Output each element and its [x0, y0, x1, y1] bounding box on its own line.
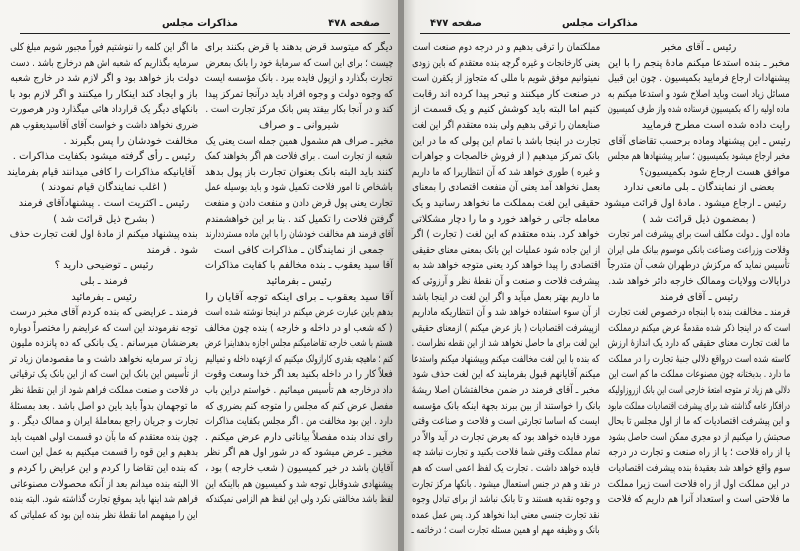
text-line: وفلاحت وزراعت وصناعت بانکی موسوم ببانک ملی ایران: [608, 244, 790, 256]
text-line: توجه نفرمودند این است که عرایضم را مختصراً دوباره: [10, 322, 198, 334]
text-line: باشخاص تا امور فلاحت تکمیل شود و باید بوسیله عمل: [205, 182, 393, 194]
text-line: آقای فرمند هم مخالفت خودشان را با این ماده مسترددارند: [205, 229, 393, 241]
text-line: کاسته شده است درواقع دلالی جنبهٔ تجارت را در مملکت: [608, 353, 790, 365]
text-line: مورد فایده خواهد بود که بعرض تجارت در آید والاّ در: [412, 431, 600, 443]
text-line: که وجوه دولت و وجوه افراد باید درآنجا تمرکز پیدا: [205, 88, 393, 100]
text-line: بنده پیشنهاد میکنم از مادهٔ اول لغت تجارت حذف: [10, 229, 198, 241]
text-line: ما داریم بهتر بعمل میآید و اگر این لغت در اینجا باشد: [412, 291, 600, 303]
text-line: تجارت بگذارد و ازپول فایده ببرد . بانک مؤسسه ایست: [205, 73, 393, 85]
text-line: سوم واقع خواهد شد بعقیدهٔ بنده پیشرفت اقتصادیات: [608, 463, 790, 475]
text-line: بعمل نخواهد آمد یعنی آن منفعت اقتصادی را بمعنای: [412, 182, 600, 194]
text-line: سرمایه بگذاریم که شعبه اش هم درخارج باشد . دست: [10, 57, 198, 69]
text-line: موافق هست ارجاع شود بکمیسیون؟: [639, 166, 790, 178]
text-line: میکنم آقایانهم قبول بفرمایند که این لغت حذف شود: [412, 369, 600, 381]
text-line: هستم با شعب خارجه تقاضامیکنم مجلس اجازه بدهداینرا عرض: [205, 338, 393, 350]
running-title: مذاکرات مجلس: [561, 18, 638, 29]
text-line: خواهد کرد. بنده معتقدم که این لغت ( تجارت ) اگر: [412, 229, 600, 241]
book-gutter: [398, 0, 404, 551]
page-477: [400, 0, 800, 551]
text-line: تأسیس نماید که مرکزش درطهران شعب آن متدرجاً: [608, 260, 790, 272]
text-line: ما دارد . بدبختانه چون مصنوعات مملکت ما کم است این: [608, 369, 790, 381]
speaker-line: رئیس ـ بفرمائید: [71, 291, 137, 303]
text-line: تجارت در اینجا باشد با تمام این پولی که ما در این: [412, 135, 600, 147]
text-line: در این مملکت اول از راه فلاحت است زیرا مملکت: [608, 478, 790, 490]
text-line: که بنده با این لغت مخالفت میکنم وپیشنهاد میکنم واستدعا: [412, 353, 600, 365]
text-line: تمام مملکت وقتی شما فلاحت بکنید و تجارت نباشد چه: [412, 447, 600, 459]
text-line: کنند باید البته بانک بعنوان تجارت باز پول بدهد: [205, 166, 393, 178]
text-line: ما فلاحتی است و استعداد آنرا هم داریم که فلاحت: [608, 494, 790, 506]
text-line: تجارت یعنی پول قرض دادن و منفعت دادن و منفعت: [205, 197, 393, 209]
text-line: فرمند ـ عرایضی که بنده کردم آقای مخبر درست: [10, 307, 198, 319]
text-line: الا البته بنده میدانم بعد از آنکه محصولات مصنوعاتی: [10, 478, 198, 490]
text-line: این را میفهمم اما نقطهٔ نظر بنده این بود که عملیاتی که: [10, 509, 198, 521]
text-line: این لغت برای ما حاصل نخواهد شد از این نقطه نظراست .: [412, 338, 600, 350]
text-line: آقا سید یعقوب ـ بنده مخالفم با کفایت مذاکرات: [205, 260, 393, 272]
text-line: که بنده این تقاضا را کردم و این عرایض را کردم و: [10, 463, 198, 475]
text-line: یا از راه فلاحت ؛ یا از راه صنعت و تجارت در درجه: [608, 447, 790, 459]
text-line: صحبتش را میکنیم از دو مجری ممکن است حاصل بشود: [608, 431, 790, 443]
speaker-line: فرمند ـ بلی: [80, 275, 128, 287]
speaker-line: آقایانیکه مذاکرات را کافی میدانند قیام بفرمایند: [7, 166, 196, 178]
text-line: از آن سوء استفاده خواهد شد و آن انتظاریکه ماداریم: [412, 307, 600, 319]
text-line: دارد . این بود مخالفت من . اگر مجلس بکفایت مذاکرات: [205, 416, 393, 428]
text-line: مخبر ـ آقای فرمند در ضمن مخالفتشان اصلا ریشهٔ: [412, 385, 600, 397]
text-line: تجارت و جریان راجع بمعاملهٔ ایران و ممالک دیگر . و: [10, 416, 198, 428]
text-line: رئیس ـ این پیشنهاد وماده برحسب تقاضای آقای: [608, 135, 790, 147]
text-line: چون بنده معتقدم که ما بآن دو قسمت اولی اهمیت باید: [10, 431, 198, 443]
text-line: از این جاده شود عملیات این بانک بمعنی معنای حقیقی: [412, 244, 600, 256]
text-line: است که در اینجا ذکر شده مقدمةً عرض میکنم درمملکت: [608, 322, 790, 334]
page-number: صفحه ۴۷۷: [430, 18, 482, 29]
text-line: ماده اولیه را که بکمیسیون فرستاده شده واز طرف کمیسیون: [608, 104, 790, 116]
text-line: رای نداد بنده مفصلاً بیاناتی دارم عرض میکنم .: [205, 431, 393, 443]
text-line: ( که شعب او در داخله و خارجه ) بنده چون مخالف: [205, 322, 393, 334]
text-line: مخبر ارجاع میشود بکمیسیون ؛ سایر پیشنهادها هم مجلس: [608, 151, 790, 163]
text-line: از تأسیس این بانک این است که از این بانک یک ترقیاتی: [10, 369, 198, 381]
speaker-line: رئیس ـ اکثریت است . پیشنهادآقای فرمند: [18, 197, 190, 209]
text-line: پیشرفت فلاحت و صنعت و آن نقطهٔ نظر و آرزوئی که: [412, 275, 600, 287]
header-rule: [420, 33, 790, 34]
speaker-line: رئیس ـ بفرمائید: [266, 275, 332, 287]
text-line: مملکتمان را ترقی بدهیم و در درجه دوم صنعت است: [412, 42, 600, 53]
running-title: مذاکرات مجلس: [161, 18, 238, 29]
page-number: صفحه ۴۷۸: [328, 18, 380, 29]
text-line: مخبر ـ صراف هم مشمول همین جمله است یعنی یک: [205, 135, 393, 147]
speaker-line: بعضی از نمایندگان ـ بلی مانعی ندارد: [623, 182, 775, 194]
text-line: فراهم شد اینها باید بموقع تجارت گذاشته شود. البته بنده: [10, 494, 198, 506]
text-line: ما توجهمان بدواً باید باین دو اصل باشد . بعد بمسئلهٔ: [10, 400, 198, 412]
text-line: در صنعت کار میکنند و تبحر پیدا کرده اند رقابت: [412, 88, 600, 100]
speaker-line: رئیس ـ آقای فرمند: [659, 291, 739, 303]
text-line: فعلاً کار را در داخله بکنید بعد اگر خدا وسعت وقوت: [205, 369, 393, 381]
text-line: دلالی هم زیاد تر متوجه امتعهٔ خارجی است این بانک ازروزاولیکه: [608, 385, 790, 397]
text-line: پیشنهادات ارجاع فرمایید بکمیسیون . چون این قبیل: [608, 73, 790, 85]
column-right: [205, 40, 393, 508]
text-line: مخبر ـ عرض میشود که در شور اول هم اگر نظر: [205, 447, 393, 459]
text-line: شود . فرمند: [146, 244, 198, 256]
header-rule: [20, 33, 390, 34]
text-line: صنایعمان را ترقی بدهیم ولی بنده معتقدم اگر این لغت: [412, 119, 600, 131]
text-line: در فلاحت و صنعت مملکت فراهم شود از این نقطهٔ نظر: [10, 385, 198, 397]
text-line: ماده اول ـ دولت مکلف است برای پیشرفت امر تجارت: [608, 229, 790, 241]
text-line: فایده خواهد داشت . تجارت یک لفظ اعمی است که هم: [412, 463, 600, 475]
text-line: و این پیشرفت اقتصادیات که ما از اول مجلس تا بحال: [608, 416, 790, 428]
column-left: [7, 40, 198, 523]
text-line: و وجوه نقدیه هستند و تا بانک نباشد از برای تبادل وجوه: [412, 494, 600, 506]
speaker-line: ( بشرح ذیل قرائت شد ): [53, 213, 155, 225]
text-line: اقتصادی را پیدا خواهد کرد یعنی متوجه خواهد شد به: [412, 260, 600, 272]
text-line: کنیم اما البته باید کوشش کنیم و یک قسمت از: [412, 104, 600, 116]
column-right: [603, 40, 790, 508]
text-line: در نقد و هم در جنس استعمال میشود . بانکها مرکز تجارت: [412, 478, 600, 490]
text-line: گرفتن فلاحت را تکمیل کند . بنا بر این خواهشمندم: [205, 213, 393, 225]
text-line: داد درخارجه هم تأسیس میمائیم . خواستم دراین باب: [205, 385, 393, 397]
speaker-line: شیروانی ـ و صراف: [258, 119, 340, 131]
text-line: بانک و وظیفه مهم او همین مسئله تجارت است ؛ درخاتمه ـ: [412, 525, 600, 537]
text-line: شعبه از تجارت است . برای فلاحت هم اگر بخواهند کمک: [205, 151, 393, 163]
speaker-line: رئیس ـ آقای مخبر: [661, 42, 737, 53]
text-line: بانکهای دیگر یک قرارداد هائی میگذارد ودر هرصورت: [10, 104, 198, 116]
text-line: باز و ایجاد کند اینکار را میکنند و اگر لازم بود با: [10, 88, 198, 100]
text-line: درایالات وولایات وممالک خارجه دائر خواهد شد.: [608, 275, 790, 287]
text-line: فرمند ـ مخالفت بنده با ابنجاه درخصوص لغت تجارت: [608, 307, 790, 319]
text-line: معامله جاتی ر خواهد خورد و ما را دچار مشکلاتی: [412, 213, 600, 225]
text-line: درافکار عامه گذاشته شد برای پیشرفت اقتصادیات مملکت مابود: [608, 400, 790, 412]
text-line: یعنی کارخانجات و غیره گرچه بنده معتقدم که باین زودی: [412, 57, 600, 69]
text-line: مخالفت خودشان را پس بگیرند .: [63, 135, 198, 147]
text-line: دولت باز خواهد بود و اگر لازم شد در خارج شعبه: [10, 73, 198, 85]
text-line: آقایان باشد در خیر کمیسیون ( شعب خارجه ) بود ،: [205, 463, 393, 475]
speaker-line: ( بمضمون ذیل قرائت شد ): [642, 213, 756, 225]
text-line: مخبر ـ بنده استدعا میکنم مادهٔ پنجم را با این: [608, 57, 790, 69]
text-line: مفصل عرض کنم که مجلس را متوجه کنم بضرری که: [205, 400, 393, 412]
text-line: نمیتوانیم موفق شویم با مللی که متجاوز از یکقرن است: [412, 73, 600, 85]
text-line: ما لغت تجارت معنای حقیقی که دارد یک اندازهٔ ارزش: [608, 338, 790, 350]
text-line: کنم ؛ ماهیچه بقدری کارازولک میکنیم که ازعهده داخله و تمیالیم: [205, 353, 393, 365]
speaker-line: جمعی از نمایندگان ـ مذاکرات کافی است: [213, 244, 385, 256]
text-line: مسائل زیاد است وباید اصلاح شود و استدعا میکنم به: [608, 88, 790, 100]
text-line: رایت داده شده است مطرح فرمایید: [641, 119, 790, 131]
text-line: بدهم باین عبارت عرض میکنم در اینجا نوشته شده است: [205, 307, 393, 319]
text-line: ضرری نخواهد داشت و خواست آقای آقاسیدیعقوب هم: [10, 119, 198, 131]
speaker-line: ( اغلب نمایندگان قیام نمودند ): [41, 182, 167, 194]
speaker-line: رئیس ـ رأی گرفته میشود بکفایت مذاکرات .: [12, 151, 196, 163]
text-line: و غیره ) طوری خواهد شد که آن انتظاریرا که ما داریم: [412, 166, 600, 178]
text-line: لفظ باشد مخالفتی نکرد ولی این لفظ هم الزامی نمیکندکه: [205, 494, 393, 506]
text-line: بعرضشان میرسانم . یک بانکی که ده پانزده ملیون: [10, 338, 198, 350]
text-line: کند و در آنجا بکار بیفتد پس بانک مرکز تجارت است .: [205, 104, 393, 116]
text-line: نقد تجارت جنسی معنی ابدا نخواهد کرد. پس عمل عمده: [412, 509, 600, 521]
text-line: ایست که اساسا تجارتی است و فلاحت و صناعت وقتی: [412, 416, 600, 428]
speaker-line: رئیس ـ توضیحی دارید ؟: [54, 260, 154, 272]
text-line: ازپیشرفت اقتصادیات ( باز عرض میکنم ) ازمعنای حقیقی: [412, 322, 600, 334]
text-line: دیگر که میتوسد قرض بدهند یا قرض بکنند برای: [205, 42, 393, 53]
speaker-line: رئیس ـ ارجاع میشود . مادهٔ اول قرائت میشود: [603, 197, 786, 209]
text-line: ما اگر این کلمه را ننوشتیم فوراً مجبور شویم مبلغ کلی: [10, 42, 198, 53]
text-line: چیست ؛ برای این است که سرمایهٔ خود را بانک بمعرض: [205, 57, 393, 69]
text-line: بدهیم و این قوه را قسمت میکنیم به عمل این است: [10, 447, 198, 459]
text-line: بانک را خواستند از بین ببرند بجهة اینکه بانک مؤسسه: [412, 400, 600, 412]
text-line: پیشنهادی شدوقابل توجه شد و کمیسیون هم بااینکه این: [205, 478, 393, 490]
text-line: زیاد تر سرمایه نخواهد داشت و ما مقصودمان زیاد تر: [10, 353, 198, 365]
text-line: حقیقی این لغت بمملکت ما نخواهد رسانید و یک: [412, 197, 600, 209]
text-line: بانک تمرکز میدهیم ( از فروش خالصجات و جواهرات: [412, 151, 600, 163]
text-line: آقا سید یعقوب ـ برای اینکه توجه آقایان را: [205, 291, 393, 303]
